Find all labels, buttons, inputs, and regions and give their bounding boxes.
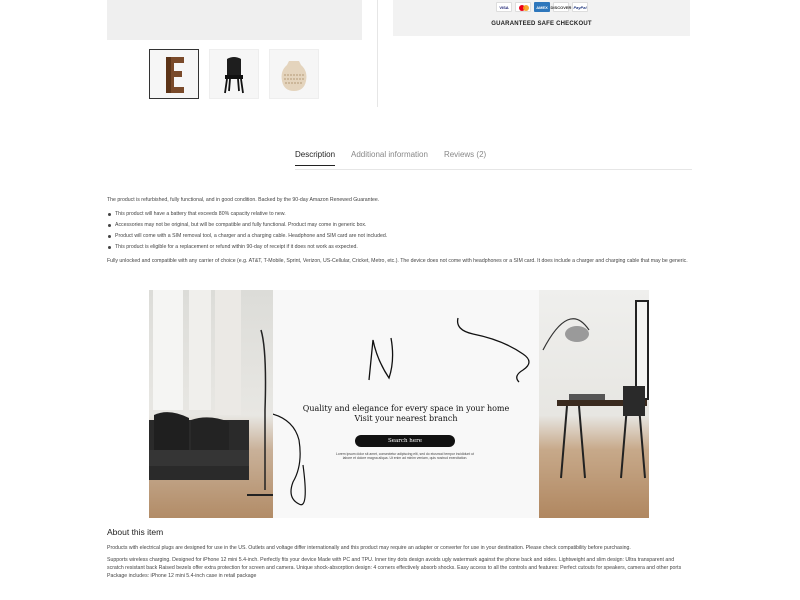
about-paragraph-2: Supports wireless charging. Designed for iPhone 12 mini 5.4-inch. Perfectly fits your device Made with PC and TPU. Inner tiny dots design avoids ugly watermark against the phone back and sides. Lightweight and slim design: Ultra transparent and scratch resistant back Raised bezels offer extra protection for screen and camera. Unique shock-absorption design: 4 corners effectively absorb shocks. Easy access to all the controls and features: Perfect cutouts for speakers, camera and other ports Package includes: iPhone 12 mini 5.4-inch case in retail package	[107, 557, 682, 579]
description-content	[107, 197, 690, 266]
paypal-icon: PayPal	[572, 2, 588, 12]
thumbnail-black-chair[interactable]	[209, 49, 259, 99]
list-item: This product will have a battery that exceeds 80% capacity relative to new.	[107, 209, 690, 220]
description-compatibility: Fully unlocked and compatible with any carrier of choice (e.g. AT&T, T-Mobile, Sprint, Verizon, US-Cellular, Cricket, Metro, etc.). The device does not come with headphones or a SIM card. It does include a charger and charging cable that may be generic.	[107, 257, 688, 264]
amex-icon: AMEX	[534, 2, 550, 12]
list-item: Accessories may not be original, but will be compatible and fully functional. Product may come in generic box.	[107, 220, 690, 231]
column-divider	[377, 0, 378, 107]
discover-icon: DISCOVER	[553, 2, 569, 12]
list-item: This product is eligible for a replacement or refund within 90-day of receipt if it does not work as expected.	[107, 242, 690, 253]
visa-icon: VISA	[496, 2, 512, 12]
tab-additional-information[interactable]: Additional information	[351, 150, 428, 159]
tabs-divider	[295, 169, 692, 170]
product-tabs	[295, 150, 486, 159]
list-item: Product will come with a SIM removal tool, a charger and a charging cable. Headphone and SIM card are not included.	[107, 231, 690, 242]
tab-description[interactable]: Description	[295, 150, 336, 159]
banner-fine-print: Lorem ipsum dolor sit amet, consectetur adipiscing elit, sed do eiusmod tempor incididunt ut labore et dolore magna aliqua. Ut enim ad minim veniam, quis nostrud exercitation.	[336, 452, 474, 461]
side-table-icon	[154, 51, 194, 97]
product-main-image[interactable]	[107, 0, 362, 40]
promo-banner	[149, 290, 649, 518]
banner-title-line1: Quality and elegance for every space in your home	[302, 404, 510, 413]
mastercard-icon	[515, 2, 531, 12]
search-here-button[interactable]: Search here	[355, 435, 455, 447]
living-room-image	[149, 290, 273, 518]
tab-reviews[interactable]: Reviews (2)	[443, 150, 487, 159]
banner-title-line2: Visit your nearest branch	[354, 414, 458, 423]
description-bullets	[107, 209, 690, 253]
about-heading: About this item	[107, 527, 164, 537]
description-intro: The product is refurbished, fully functional, and in good condition. Backed by the 90-day Amazon Renewed Guarantee.	[107, 197, 380, 203]
about-paragraph-1: Products with electrical plugs are designed for use in the US. Outlets and voltage differ internationally and this product may require an adapter or converter for use in your destination. Please check compatibility before purchasing.	[107, 545, 631, 551]
banner-center	[273, 290, 539, 518]
checkout-box	[393, 0, 690, 36]
thumbnail-side-table[interactable]	[149, 49, 199, 99]
about-content	[107, 544, 692, 580]
banner-title	[273, 404, 539, 424]
thumbnail-ceramic-vase[interactable]	[269, 49, 319, 99]
chair-icon	[214, 51, 254, 97]
office-image	[539, 290, 649, 518]
guarantee-text: GUARANTEED SAFE CHECKOUT	[491, 21, 592, 27]
payment-methods	[496, 2, 588, 12]
vase-icon	[274, 51, 314, 97]
